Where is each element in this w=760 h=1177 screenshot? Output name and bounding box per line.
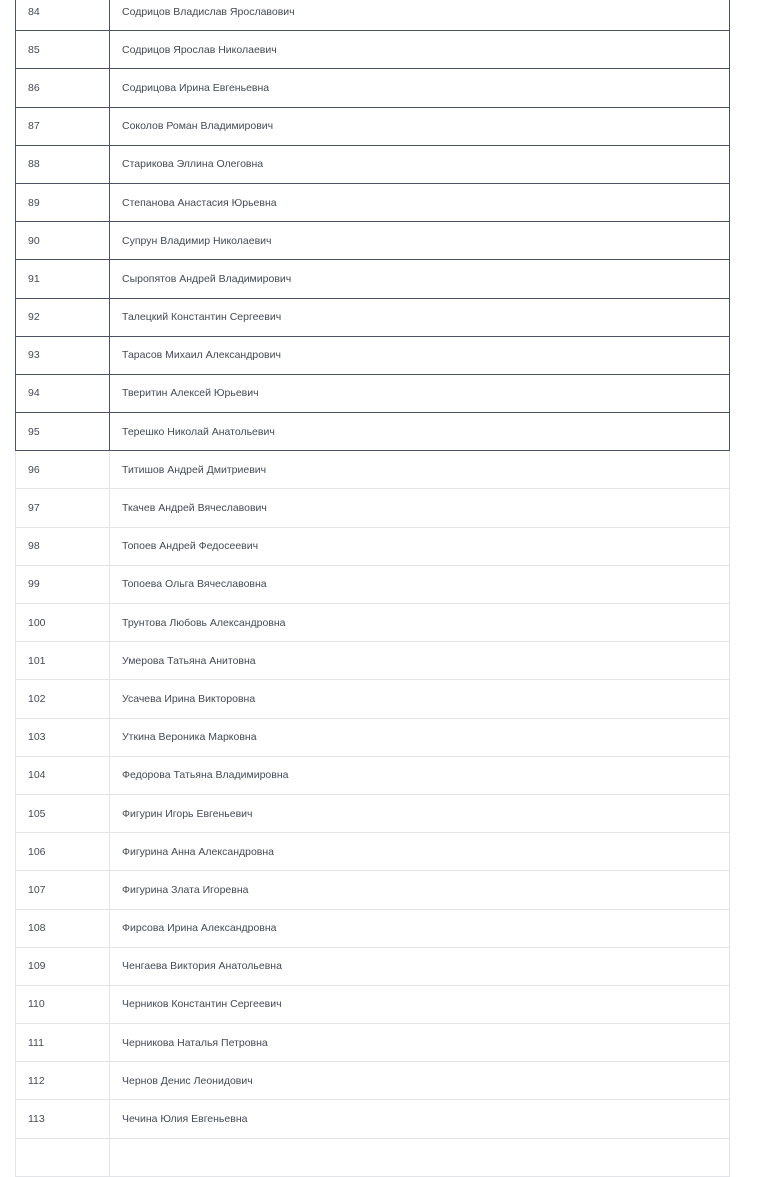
full-name-cell: Умерова Татьяна Анитовна	[110, 642, 730, 680]
full-name-cell: Тверитин Алексей Юрьевич	[110, 374, 730, 412]
table-row	[16, 413, 730, 451]
table-row	[16, 451, 730, 489]
table-row	[16, 565, 730, 603]
table-row	[16, 909, 730, 947]
row-number-cell	[16, 1138, 110, 1176]
row-number-cell: 93	[16, 336, 110, 374]
full-name-cell: Чечина Юлия Евгеньевна	[110, 1100, 730, 1138]
row-number-cell: 98	[16, 527, 110, 565]
full-name-cell: Трунтова Любовь Александровна	[110, 604, 730, 642]
full-name-cell	[110, 1138, 730, 1176]
full-name-cell: Фигурина Анна Александровна	[110, 833, 730, 871]
table-row	[16, 947, 730, 985]
full-name-cell: Старикова Эллина Олеговна	[110, 145, 730, 183]
table-row	[16, 107, 730, 145]
table-row	[16, 985, 730, 1023]
row-number-cell: 84	[16, 0, 110, 31]
table-row	[16, 1062, 730, 1100]
row-number-cell: 111	[16, 1024, 110, 1062]
row-number-cell: 109	[16, 947, 110, 985]
row-number-cell: 91	[16, 260, 110, 298]
table-row	[16, 527, 730, 565]
full-name-cell: Черников Константин Сергеевич	[110, 985, 730, 1023]
table-row	[16, 374, 730, 412]
table-row	[16, 794, 730, 832]
full-name-cell: Усачева Ирина Викторовна	[110, 680, 730, 718]
table-row	[16, 183, 730, 221]
table-row	[16, 31, 730, 69]
full-name-cell: Терешко Николай Анатольевич	[110, 413, 730, 451]
row-number-cell: 85	[16, 31, 110, 69]
row-number-cell: 103	[16, 718, 110, 756]
full-name-cell: Ченгаева Виктория Анатольевна	[110, 947, 730, 985]
row-number-cell: 110	[16, 985, 110, 1023]
row-number-cell: 92	[16, 298, 110, 336]
table-row	[16, 718, 730, 756]
row-number-cell: 113	[16, 1100, 110, 1138]
table-row	[16, 336, 730, 374]
full-name-cell: Содрицов Ярослав Николаевич	[110, 31, 730, 69]
row-number-cell: 94	[16, 374, 110, 412]
table-row	[16, 489, 730, 527]
table-row	[16, 756, 730, 794]
table-row	[16, 222, 730, 260]
row-number-cell: 107	[16, 871, 110, 909]
table-row	[16, 680, 730, 718]
full-name-cell: Содрицова Ирина Евгеньевна	[110, 69, 730, 107]
participants-table	[15, 0, 730, 1177]
row-number-cell: 106	[16, 833, 110, 871]
full-name-cell: Тарасов Михаил Александрович	[110, 336, 730, 374]
row-number-cell: 87	[16, 107, 110, 145]
row-number-cell: 95	[16, 413, 110, 451]
row-number-cell: 101	[16, 642, 110, 680]
full-name-cell: Содрицов Владислав Ярославович	[110, 0, 730, 31]
row-number-cell: 99	[16, 565, 110, 603]
row-number-cell: 88	[16, 145, 110, 183]
full-name-cell: Степанова Анастасия Юрьевна	[110, 183, 730, 221]
row-number-cell: 89	[16, 183, 110, 221]
full-name-cell: Фирсова Ирина Александровна	[110, 909, 730, 947]
table-row	[16, 604, 730, 642]
participants-table-wrapper	[15, 0, 729, 1177]
full-name-cell: Фигурин Игорь Евгеньевич	[110, 794, 730, 832]
participants-table-body	[16, 0, 730, 1176]
row-number-cell: 96	[16, 451, 110, 489]
full-name-cell: Топоев Андрей Федосеевич	[110, 527, 730, 565]
row-number-cell: 105	[16, 794, 110, 832]
full-name-cell: Супрун Владимир Николаевич	[110, 222, 730, 260]
full-name-cell: Фигурина Злата Игоревна	[110, 871, 730, 909]
table-row	[16, 298, 730, 336]
row-number-cell: 97	[16, 489, 110, 527]
table-row	[16, 871, 730, 909]
table-row	[16, 1100, 730, 1138]
full-name-cell: Титишов Андрей Дмитриевич	[110, 451, 730, 489]
table-row	[16, 145, 730, 183]
full-name-cell: Талецкий Константин Сергеевич	[110, 298, 730, 336]
full-name-cell: Сыропятов Андрей Владимирович	[110, 260, 730, 298]
table-row	[16, 1024, 730, 1062]
row-number-cell: 112	[16, 1062, 110, 1100]
row-number-cell: 102	[16, 680, 110, 718]
table-row	[16, 1138, 730, 1176]
row-number-cell: 108	[16, 909, 110, 947]
full-name-cell: Чернов Денис Леонидович	[110, 1062, 730, 1100]
table-row	[16, 833, 730, 871]
row-number-cell: 86	[16, 69, 110, 107]
table-row	[16, 69, 730, 107]
table-row	[16, 642, 730, 680]
table-row	[16, 0, 730, 31]
row-number-cell: 104	[16, 756, 110, 794]
row-number-cell: 100	[16, 604, 110, 642]
full-name-cell: Черникова Наталья Петровна	[110, 1024, 730, 1062]
full-name-cell: Уткина Вероника Марковна	[110, 718, 730, 756]
full-name-cell: Ткачев Андрей Вячеславович	[110, 489, 730, 527]
full-name-cell: Соколов Роман Владимирович	[110, 107, 730, 145]
row-number-cell: 90	[16, 222, 110, 260]
full-name-cell: Топоева Ольга Вячеславовна	[110, 565, 730, 603]
full-name-cell: Федорова Татьяна Владимировна	[110, 756, 730, 794]
table-row	[16, 260, 730, 298]
